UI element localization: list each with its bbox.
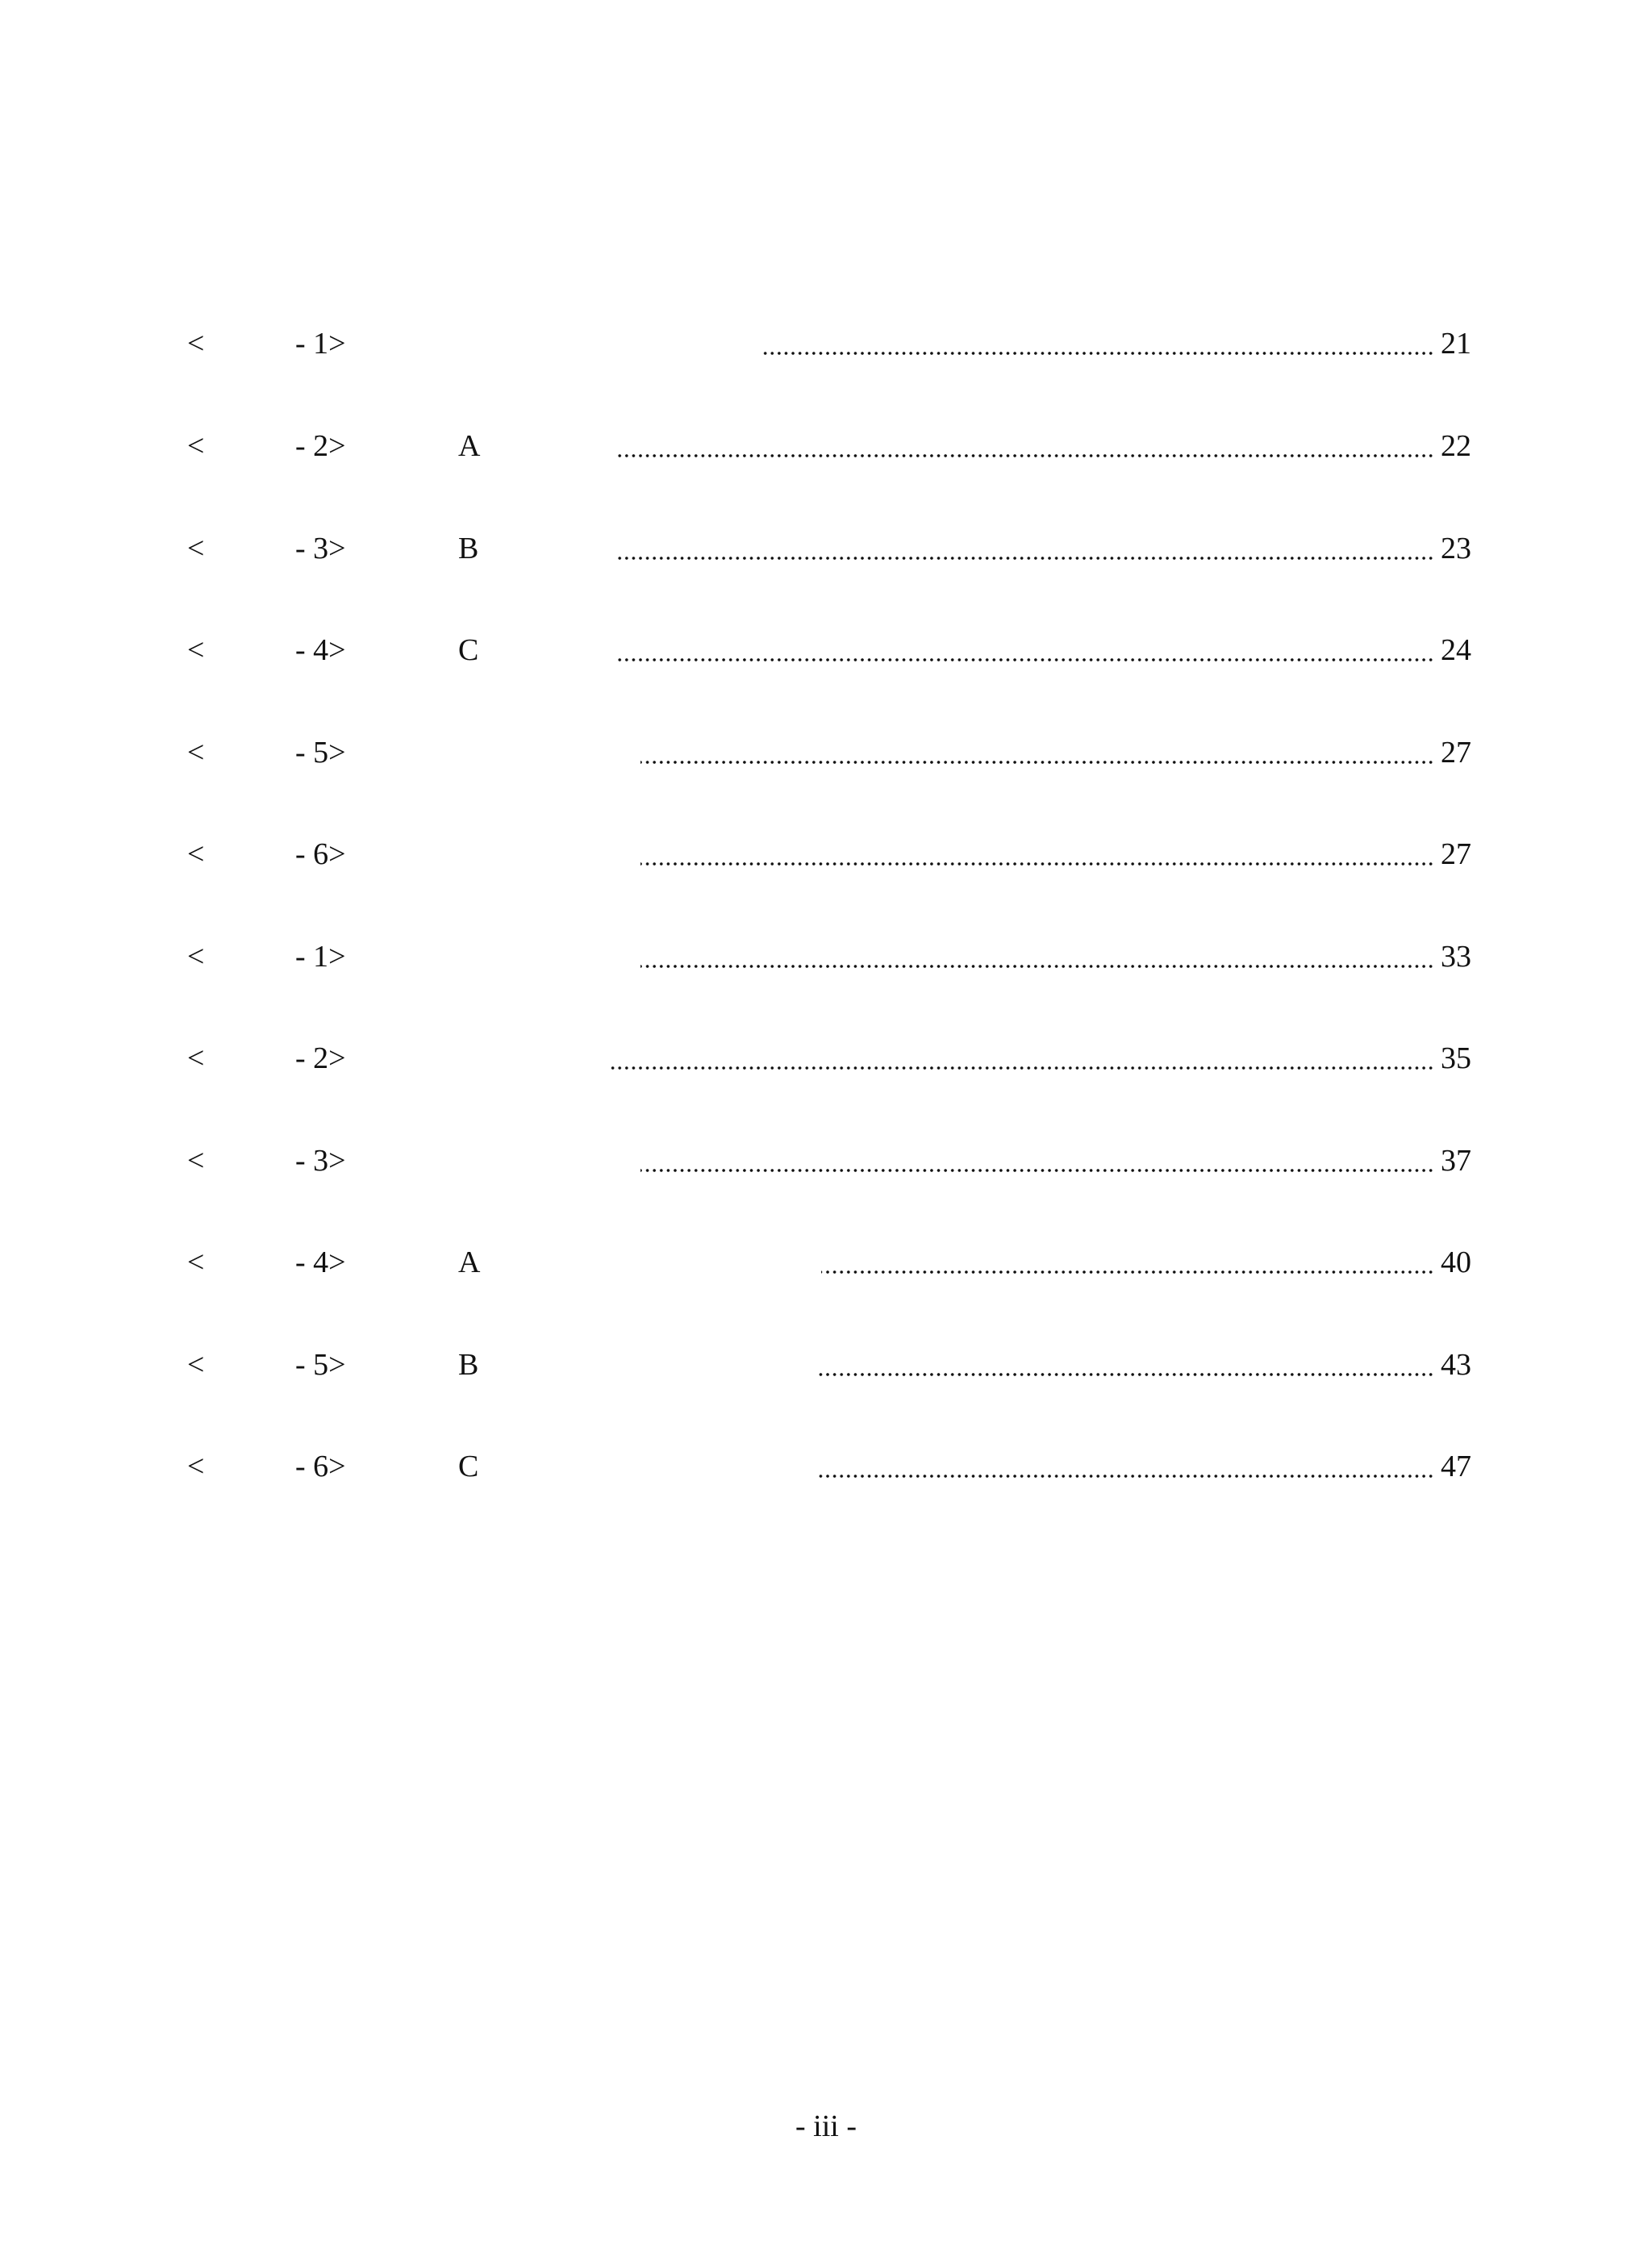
toc-row[interactable] xyxy=(0,822,1652,887)
dot-leader xyxy=(760,352,1434,355)
dot-leader xyxy=(640,862,1434,866)
toc-letter: C xyxy=(458,633,479,667)
toc-number: - 5> xyxy=(295,736,346,770)
toc-bracket: < xyxy=(187,837,205,871)
toc-page-number: 40 xyxy=(1441,1245,1471,1279)
dot-leader xyxy=(640,761,1434,764)
dot-leader xyxy=(821,1270,1434,1274)
toc-page-number: 27 xyxy=(1441,837,1471,871)
toc-page-number: 33 xyxy=(1441,940,1471,974)
dot-leader xyxy=(640,1169,1434,1172)
toc-page-number: 35 xyxy=(1441,1041,1471,1075)
toc-bracket: < xyxy=(187,327,205,361)
toc-row[interactable] xyxy=(0,1026,1652,1091)
toc-number: - 3> xyxy=(295,1144,346,1178)
toc-letter: B xyxy=(458,1348,479,1382)
toc-number: - 1> xyxy=(295,940,346,974)
toc-row[interactable] xyxy=(0,924,1652,989)
toc-letter: A xyxy=(458,1245,481,1279)
toc-row[interactable] xyxy=(0,1333,1652,1397)
toc-number: - 5> xyxy=(295,1348,346,1382)
toc-row[interactable] xyxy=(0,516,1652,581)
toc-row[interactable] xyxy=(0,618,1652,682)
toc-bracket: < xyxy=(187,736,205,770)
toc-row[interactable] xyxy=(0,1128,1652,1193)
dot-leader xyxy=(640,965,1434,968)
toc-letter: B xyxy=(458,532,479,565)
toc-page-number: 27 xyxy=(1441,736,1471,770)
toc-row[interactable] xyxy=(0,414,1652,478)
dot-leader xyxy=(615,658,1434,661)
toc-number: - 1> xyxy=(295,327,346,361)
toc-row[interactable] xyxy=(0,1434,1652,1499)
toc-number: - 3> xyxy=(295,532,346,565)
dot-leader xyxy=(818,1475,1434,1478)
toc-row[interactable] xyxy=(0,720,1652,785)
toc-letter: C xyxy=(458,1450,479,1483)
toc-page-number: 24 xyxy=(1441,633,1471,667)
toc-number: - 2> xyxy=(295,429,346,463)
toc-bracket: < xyxy=(187,532,205,565)
toc-number: - 6> xyxy=(295,1450,346,1483)
toc-bracket: < xyxy=(187,1144,205,1178)
dot-leader xyxy=(618,454,1434,457)
toc-page-number: 22 xyxy=(1441,429,1471,463)
toc-page-number: 21 xyxy=(1441,327,1471,361)
toc-page-number: 43 xyxy=(1441,1348,1471,1382)
toc-row[interactable] xyxy=(0,1230,1652,1295)
toc-bracket: < xyxy=(187,1245,205,1279)
toc-bracket: < xyxy=(187,940,205,974)
dot-leader xyxy=(608,1066,1434,1070)
dot-leader xyxy=(615,557,1434,560)
toc-page-number: 47 xyxy=(1441,1450,1471,1483)
toc-page-number: 23 xyxy=(1441,532,1471,565)
toc-letter: A xyxy=(458,429,481,463)
toc-bracket: < xyxy=(187,1348,205,1382)
toc-bracket: < xyxy=(187,1041,205,1075)
toc-bracket: < xyxy=(187,1450,205,1483)
toc-bracket: < xyxy=(187,429,205,463)
page-footer-number: - iii - xyxy=(795,2109,857,2143)
dot-leader xyxy=(818,1373,1434,1376)
toc-bracket: < xyxy=(187,633,205,667)
toc-number: - 4> xyxy=(295,1245,346,1279)
toc-number: - 6> xyxy=(295,837,346,871)
toc-page-number: 37 xyxy=(1441,1144,1471,1178)
toc-number: - 4> xyxy=(295,633,346,667)
toc-row[interactable] xyxy=(0,311,1652,376)
toc-number: - 2> xyxy=(295,1041,346,1075)
